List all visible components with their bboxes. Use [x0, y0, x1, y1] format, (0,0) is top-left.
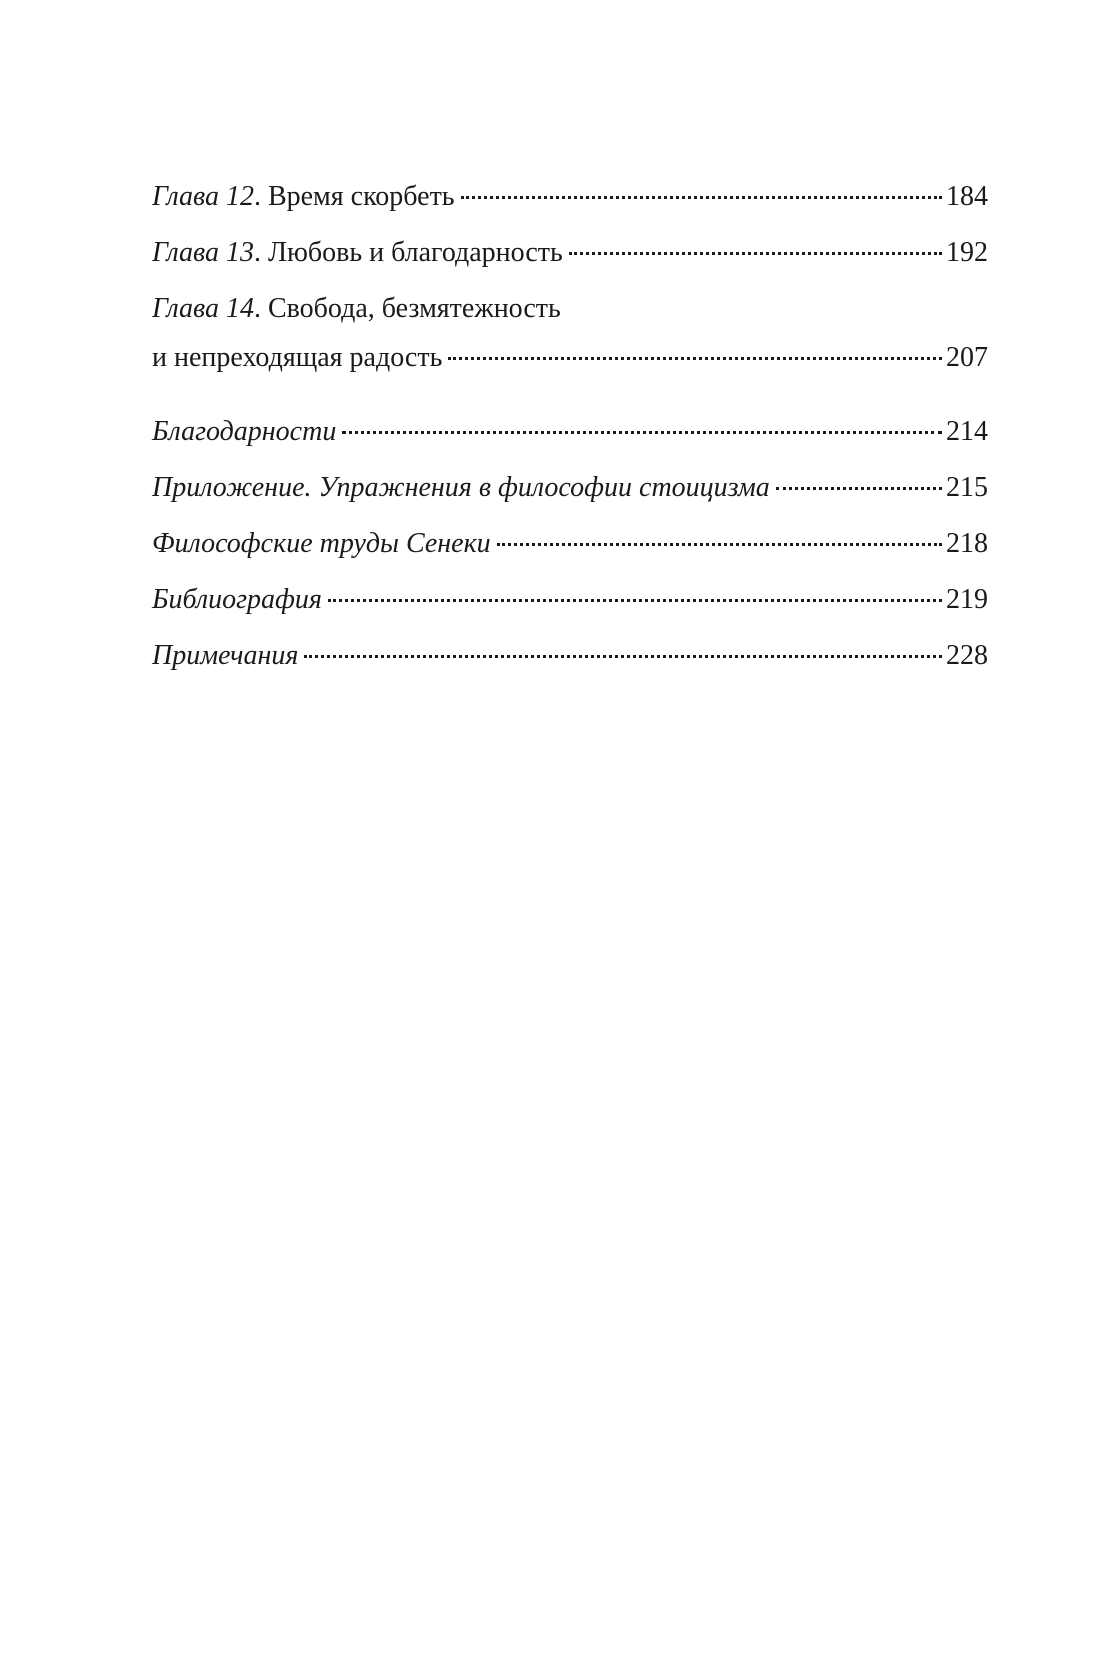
chapter-label: Глава 12	[152, 181, 254, 212]
chapter-title-line-1: Свобода, безмятежность	[267, 293, 561, 324]
entry-title: Философские труды Сенеки	[152, 528, 491, 559]
separator: .	[253, 293, 268, 324]
toc-line	[152, 519, 988, 568]
toc-entry-chapter-14	[152, 284, 988, 382]
chapter-title: Любовь и благодарность	[267, 237, 563, 268]
page-number: 219	[946, 584, 988, 615]
separator: .	[253, 237, 268, 268]
page-number: 192	[946, 237, 988, 268]
entry-title: Благодарности	[152, 416, 337, 447]
page-number: 218	[946, 528, 988, 559]
entry-title: Библиография	[152, 584, 322, 615]
dot-leader	[569, 252, 942, 255]
toc-entry-acknowledgements	[152, 407, 988, 456]
entry-title	[152, 284, 561, 333]
toc-line	[152, 463, 988, 512]
page-number: 228	[946, 640, 988, 671]
toc-line-1	[152, 284, 988, 333]
toc-entry-seneca-works	[152, 519, 988, 568]
chapter-label: Глава 14	[152, 293, 254, 324]
entry-title	[152, 228, 563, 277]
toc-entry-chapter-13	[152, 228, 988, 277]
dot-leader	[328, 599, 942, 602]
dot-leader	[776, 487, 942, 490]
page-number: 215	[946, 472, 988, 503]
toc-entry-bibliography	[152, 575, 988, 624]
toc-entry-notes	[152, 631, 988, 680]
entry-title: Примечания	[152, 640, 299, 671]
page-number: 207	[946, 342, 988, 373]
chapter-title-line-2: и непреходящая радость	[152, 342, 443, 373]
toc-entry-appendix	[152, 463, 988, 512]
dot-leader	[497, 543, 942, 546]
table-of-contents	[152, 172, 988, 687]
chapter-title: Время скорбеть	[267, 181, 455, 212]
page-number: 184	[946, 181, 988, 212]
toc-line	[152, 631, 988, 680]
toc-line-2	[152, 333, 988, 382]
toc-entry-chapter-12	[152, 172, 988, 221]
entry-title: Приложение. Упражнения в философии стоицизма	[152, 472, 770, 503]
dot-leader	[342, 431, 942, 434]
toc-line	[152, 575, 988, 624]
chapter-label: Глава 13	[152, 237, 254, 268]
dot-leader	[448, 357, 942, 360]
toc-line	[152, 172, 988, 221]
toc-line	[152, 228, 988, 277]
page-number: 214	[946, 416, 988, 447]
separator: .	[253, 181, 268, 212]
dot-leader	[304, 655, 942, 658]
entry-title	[152, 172, 455, 221]
dot-leader	[461, 196, 942, 199]
toc-line	[152, 407, 988, 456]
